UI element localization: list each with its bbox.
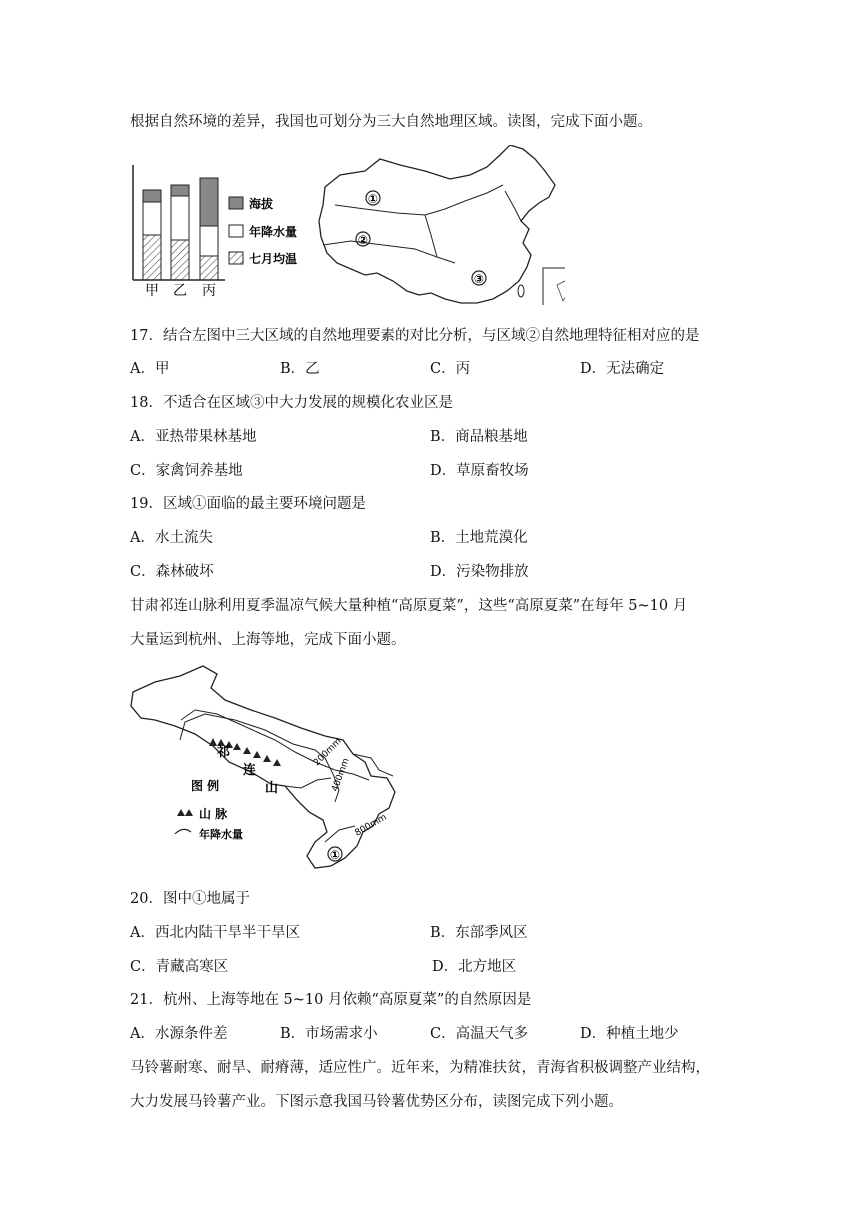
intro-paragraph-3-line-1: 马铃薯耐寒、耐旱、耐瘠薄，适应性广。近年来，为精准扶贫，青海省积极调整产业结构， (130, 1060, 710, 1076)
isohyet-label-400: 400mm (330, 756, 352, 794)
q19-option-b[interactable]: B．土地荒漠化 (430, 530, 528, 546)
legend-mountain-icon (177, 809, 193, 816)
isohyet-200 (180, 714, 325, 758)
q21-stem: 21．杭州、上海等地在 5~10 月依赖“高原夏菜”的自然原因是 (130, 992, 532, 1008)
q21-option-c[interactable]: C．高温天气多 (430, 1026, 529, 1042)
q20-option-b[interactable]: B．东部季风区 (430, 925, 528, 941)
q19-stem: 19．区域①面临的最主要环境问题是 (130, 496, 366, 512)
bar-bing (200, 178, 218, 280)
q20-option-a[interactable]: A．西北内陆干旱半干旱区 (130, 925, 300, 941)
figure-1 (125, 145, 565, 305)
intro-paragraph-2-line-1: 甘肃祁连山脉利用夏季温凉气候大量种植“高原夏菜”，这些“高原夏菜”在每年 5~10 月 (130, 598, 688, 614)
isohyet-label-800: 800mm (353, 812, 389, 839)
legend-precip: 年降水量 (249, 225, 298, 239)
gansu-outline (131, 666, 395, 868)
isohyet-800 (325, 826, 355, 842)
legend-altitude: 海拔 (249, 197, 274, 211)
q18-option-a[interactable]: A．亚热带果林基地 (130, 429, 257, 445)
intro-paragraph-3-line-2: 大力发展马铃薯产业。下图示意我国马铃薯优势区分布，读图完成下列小题。 (130, 1094, 623, 1110)
x-label-bing: 丙 (202, 283, 216, 299)
q17-option-d[interactable]: D．无法确定 (580, 361, 665, 377)
q17-stem: 17．结合左图中三大区域的自然地理要素的对比分析，与区域②自然地理特征相对应的是 (130, 328, 700, 344)
map-label-2: ② (357, 233, 369, 247)
q18-option-c[interactable]: C．家禽饲养基地 (130, 463, 243, 479)
q17-option-a[interactable]: A．甲 (130, 361, 170, 377)
x-label-jia: 甲 (145, 283, 159, 299)
q21-option-b[interactable]: B．市场需求小 (280, 1026, 378, 1042)
china-map (319, 145, 555, 303)
legend-swatch-july-temp (229, 252, 243, 264)
q19-option-c[interactable]: C．森林破坏 (130, 564, 214, 580)
legend-isohyet-icon (175, 829, 191, 834)
q18-stem: 18．不适合在区域③中大力发展的规模化农业区是 (130, 395, 453, 411)
legend-title: 图 例 (191, 779, 220, 793)
legend-swatch-precip (229, 225, 243, 237)
map-marker-1: ① (329, 848, 341, 862)
q18-option-d[interactable]: D．草原畜牧场 (430, 463, 529, 479)
mountain-char-qi: 祁 (217, 745, 231, 760)
legend-swatch-altitude (229, 197, 243, 209)
legend-mountain-label: 山 脉 (199, 807, 228, 821)
figure-2 (125, 662, 415, 872)
q21-option-d[interactable]: D．种植土地少 (580, 1026, 679, 1042)
bar-jia (143, 190, 161, 280)
intro-paragraph-1: 根据自然环境的差异，我国也可划分为三大自然地理区域。读图，完成下面小题。 (130, 114, 652, 130)
south-china-sea-inset (543, 268, 565, 305)
q21-option-a[interactable]: A．水源条件差 (130, 1026, 228, 1042)
q17-option-c[interactable]: C．丙 (430, 361, 471, 377)
mountain-char-shan: 山 (265, 781, 279, 796)
intro-paragraph-2-line-2: 大量运到杭州、上海等地，完成下面小题。 (130, 632, 406, 648)
isohyet-label-200: 200mm (312, 736, 344, 769)
bar-yi (171, 185, 189, 280)
legend-isohyet-label: 年降水量 (199, 828, 243, 841)
q19-option-d[interactable]: D．污染物排放 (430, 564, 529, 580)
taiwan-shape (518, 285, 524, 297)
map-label-3: ③ (473, 272, 485, 286)
q20-stem: 20．图中①地属于 (130, 891, 250, 907)
q20-option-c[interactable]: C．青藏高寒区 (130, 959, 229, 975)
map-label-1: ① (367, 192, 379, 206)
q17-option-b[interactable]: B．乙 (280, 361, 320, 377)
q19-option-a[interactable]: A．水土流失 (130, 530, 213, 546)
x-label-yi: 乙 (173, 283, 187, 299)
legend-july-temp: 七月均温 (249, 252, 298, 266)
q20-option-d[interactable]: D．北方地区 (432, 959, 517, 975)
mountain-char-lian: 连 (243, 763, 257, 778)
q18-option-b[interactable]: B．商品粮基地 (430, 429, 528, 445)
